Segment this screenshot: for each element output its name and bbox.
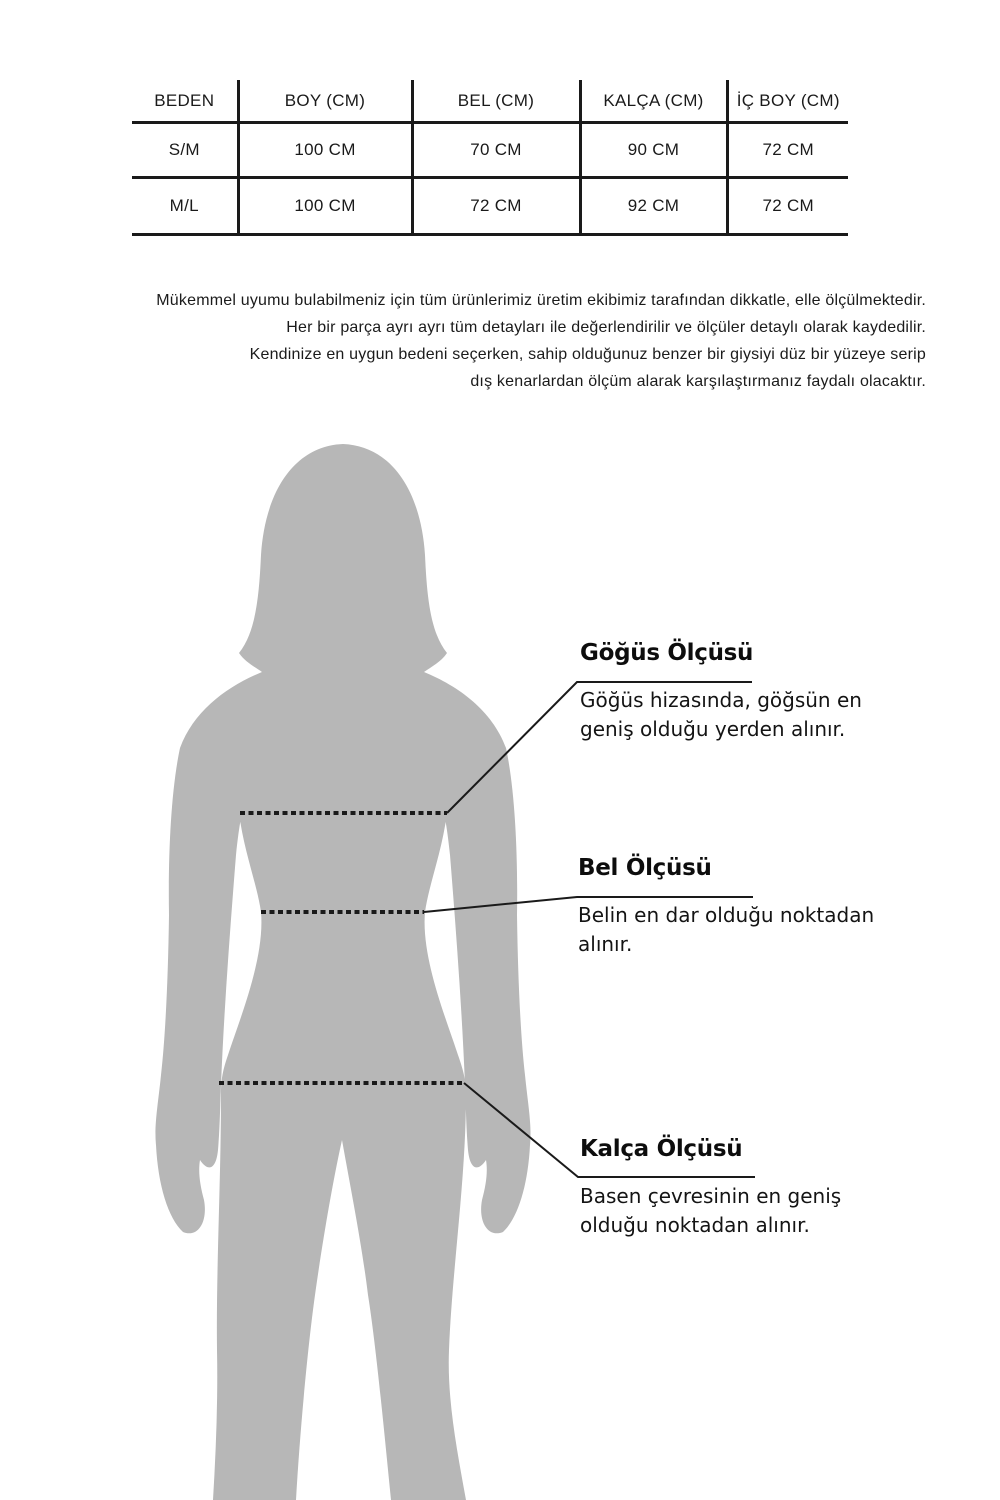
cell-bel: 70 CM	[412, 123, 580, 178]
header-boy: BOY (CM)	[238, 80, 412, 123]
cell-boy: 100 CM	[238, 178, 412, 235]
chest-callout	[580, 640, 910, 744]
cell-kalca: 92 CM	[580, 178, 727, 235]
cell-ic-boy: 72 CM	[727, 178, 848, 235]
waist-callout-title: Bel Ölçüsü	[578, 855, 712, 881]
hip-callout-desc-line-1: Basen çevresinin en geniş	[580, 1184, 842, 1208]
hip-callout-title: Kalça Ölçüsü	[580, 1136, 743, 1162]
cell-bel: 72 CM	[412, 178, 580, 235]
header-beden: BEDEN	[132, 80, 238, 123]
note-line-2: Her bir parça ayrı ayrı tüm detayları ile değerlendirilir ve ölçüler detaylı olarak kaydedilir.	[286, 319, 926, 336]
waist-callout-desc-line-2: alınır.	[578, 932, 633, 956]
cell-boy: 100 CM	[238, 123, 412, 178]
note-line-1: Mükemmel uyumu bulabilmeniz için tüm ürünlerimiz üretim ekibimiz tarafından dikkatle, elle ölçülmektedir.	[156, 292, 926, 309]
header-kalca: KALÇA (CM)	[580, 80, 727, 123]
body-silhouette	[155, 444, 530, 1500]
hip-callout	[580, 1136, 910, 1240]
hip-callout-desc-line-2: olduğu noktadan alınır.	[580, 1213, 810, 1237]
chest-callout-desc-line-2: geniş olduğu yerden alınır.	[580, 717, 846, 741]
waist-callout	[578, 855, 908, 959]
header-ic-boy: İÇ BOY (CM)	[727, 80, 848, 123]
cell-size: M/L	[132, 178, 238, 235]
header-bel: BEL (CM)	[412, 80, 580, 123]
waist-callout-desc-line-1: Belin en dar olduğu noktadan	[578, 903, 875, 927]
cell-kalca: 90 CM	[580, 123, 727, 178]
chest-callout-title: Göğüs Ölçüsü	[580, 640, 754, 666]
note-line-3: Kendinize en uygun bedeni seçerken, sahip olduğunuz benzer bir giysiyi düz bir yüzeye serip	[249, 346, 926, 363]
cell-ic-boy: 72 CM	[727, 123, 848, 178]
chest-callout-desc-line-1: Göğüs hizasında, göğsün en	[580, 688, 862, 712]
note-line-4: dış kenarlardan ölçüm alarak karşılaştırmanız faydalı olacaktır.	[470, 373, 926, 390]
cell-size: S/M	[132, 123, 238, 178]
